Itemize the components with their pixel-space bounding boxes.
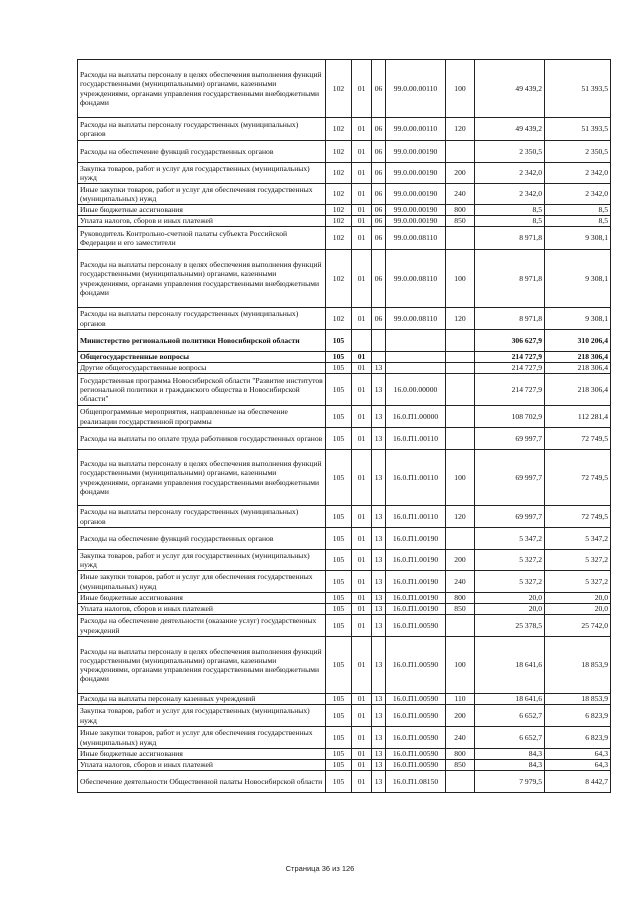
row-pr: 13 [372, 637, 386, 694]
row-pr: 06 [372, 216, 386, 227]
row-pr: 06 [372, 184, 386, 205]
row-ved: 105 [326, 705, 352, 727]
row-value-year1: 69 997,7 [475, 450, 545, 506]
table-row [78, 406, 611, 428]
row-name: Расходы на обеспечение деятельности (оказание услуг) государственных учреждений [78, 615, 326, 637]
page-number: Страница 36 из 126 [285, 864, 355, 873]
row-pr: 13 [372, 528, 386, 550]
row-ved: 102 [326, 250, 352, 308]
row-name: Иные бюджетные ассигнования [78, 593, 326, 604]
row-value-year2: 6 823,9 [545, 727, 611, 749]
row-vr: 200 [446, 163, 475, 184]
row-value-year1: 306 627,9 [475, 330, 545, 352]
row-pr: 13 [372, 604, 386, 615]
table-row [78, 363, 611, 374]
row-vr: 200 [446, 705, 475, 727]
row-name: Расходы на выплаты персоналу государственных (муниципальных) органов [78, 308, 326, 330]
row-pr: 13 [372, 374, 386, 406]
row-name: Руководитель Контрольно-счетной палаты субъекта Российской Федерации и его заместители [78, 227, 326, 250]
row-name: Расходы на выплаты персоналу в целях обеспечения выполнения функций государственными (муниципальными) органами, казенными учреждениями, органами управления государственными внебюджетными фондами [78, 250, 326, 308]
row-ved: 105 [326, 374, 352, 406]
row-value-year1: 69 997,7 [475, 506, 545, 528]
row-csr: 99.0.00.08110 [386, 308, 446, 330]
row-rz: 01 [352, 184, 372, 205]
row-rz: 01 [352, 141, 372, 163]
row-ved: 105 [326, 330, 352, 352]
row-vr: 100 [446, 450, 475, 506]
row-pr: 13 [372, 406, 386, 428]
row-value-year1: 49 439,2 [475, 60, 545, 118]
row-rz: 01 [352, 550, 372, 571]
row-csr: 99.0.00.08110 [386, 250, 446, 308]
row-rz: 01 [352, 506, 372, 528]
row-value-year2: 5 327,2 [545, 550, 611, 571]
row-ved: 105 [326, 771, 352, 793]
row-value-year2: 18 853,9 [545, 637, 611, 694]
row-rz: 01 [352, 60, 372, 118]
row-ved: 102 [326, 118, 352, 141]
table-row [78, 227, 611, 250]
table-row [78, 352, 611, 363]
table-row [78, 604, 611, 615]
row-rz: 01 [352, 216, 372, 227]
row-ved: 105 [326, 749, 352, 760]
row-value-year2: 5 327,2 [545, 571, 611, 593]
row-value-year1: 25 378,5 [475, 615, 545, 637]
row-vr: 240 [446, 184, 475, 205]
row-name: Общепрограммные мероприятия, направленные на обеспечение реализации государственной программы [78, 406, 326, 428]
table-row [78, 749, 611, 760]
row-csr: 16.0.П1.00190 [386, 604, 446, 615]
row-name: Закупка товаров, работ и услуг для государственных (муниципальных) нужд [78, 550, 326, 571]
row-value-year2: 218 306,4 [545, 352, 611, 363]
row-csr: 99.0.00.00190 [386, 205, 446, 216]
table-row [78, 571, 611, 593]
row-pr: 06 [372, 163, 386, 184]
row-csr: 99.0.00.00190 [386, 141, 446, 163]
row-vr: 100 [446, 60, 475, 118]
row-ved: 105 [326, 352, 352, 363]
row-csr [386, 363, 446, 374]
row-pr: 13 [372, 694, 386, 705]
table-row [78, 760, 611, 771]
row-pr: 13 [372, 760, 386, 771]
row-ved: 102 [326, 205, 352, 216]
row-name: Уплата налогов, сборов и иных платежей [78, 216, 326, 227]
row-name: Расходы на обеспечение функций государственных органов [78, 141, 326, 163]
row-value-year1: 214 727,9 [475, 363, 545, 374]
row-pr: 13 [372, 593, 386, 604]
row-value-year2: 72 749,5 [545, 428, 611, 450]
row-pr: 13 [372, 506, 386, 528]
row-pr: 13 [372, 571, 386, 593]
row-value-year1: 8 971,8 [475, 308, 545, 330]
table-row [78, 141, 611, 163]
row-value-year2: 8 442,7 [545, 771, 611, 793]
row-ved: 105 [326, 571, 352, 593]
row-ved: 102 [326, 163, 352, 184]
row-csr: 16.0.00.00000 [386, 374, 446, 406]
row-name: Расходы на обеспечение функций государственных органов [78, 528, 326, 550]
row-vr: 120 [446, 506, 475, 528]
row-ved: 105 [326, 450, 352, 506]
row-name: Обеспечение деятельности Общественной палаты Новосибирской области [78, 771, 326, 793]
row-rz: 01 [352, 593, 372, 604]
row-ved: 102 [326, 308, 352, 330]
row-rz: 01 [352, 528, 372, 550]
row-vr: 120 [446, 308, 475, 330]
row-csr: 16.0.П1.08150 [386, 771, 446, 793]
row-rz: 01 [352, 771, 372, 793]
row-value-year1: 2 342,0 [475, 184, 545, 205]
table-row [78, 550, 611, 571]
row-vr [446, 227, 475, 250]
row-pr: 06 [372, 227, 386, 250]
row-value-year2: 20,0 [545, 593, 611, 604]
row-name: Государственная программа Новосибирской области "Развитие институтов региональной политики и гражданского общества в Новосибирской области" [78, 374, 326, 406]
row-value-year1: 8 971,8 [475, 227, 545, 250]
row-vr [446, 374, 475, 406]
table-row [78, 694, 611, 705]
row-value-year2: 2 342,0 [545, 163, 611, 184]
table-row [78, 374, 611, 406]
table-row [78, 163, 611, 184]
row-csr: 16.0.П1.00590 [386, 637, 446, 694]
row-value-year2: 72 749,5 [545, 450, 611, 506]
row-value-year1: 2 342,0 [475, 163, 545, 184]
row-csr: 16.0.П1.00110 [386, 428, 446, 450]
row-rz: 01 [352, 705, 372, 727]
row-rz: 01 [352, 637, 372, 694]
table-body [78, 60, 611, 793]
row-value-year1: 18 641,6 [475, 694, 545, 705]
row-name: Иные бюджетные ассигнования [78, 205, 326, 216]
row-pr: 13 [372, 550, 386, 571]
row-vr [446, 406, 475, 428]
row-ved: 105 [326, 604, 352, 615]
row-vr [446, 330, 475, 352]
row-value-year2: 9 308,1 [545, 308, 611, 330]
row-value-year1: 84,3 [475, 760, 545, 771]
row-ved: 102 [326, 60, 352, 118]
row-vr: 100 [446, 250, 475, 308]
row-csr [386, 330, 446, 352]
row-value-year1: 8,5 [475, 205, 545, 216]
row-value-year2: 218 306,4 [545, 374, 611, 406]
row-rz: 01 [352, 727, 372, 749]
row-vr [446, 363, 475, 374]
row-vr: 240 [446, 727, 475, 749]
row-rz: 01 [352, 604, 372, 615]
row-value-year1: 2 350,5 [475, 141, 545, 163]
table-row [78, 506, 611, 528]
row-vr: 200 [446, 550, 475, 571]
row-rz: 01 [352, 227, 372, 250]
row-value-year1: 5 327,2 [475, 571, 545, 593]
row-value-year2: 218 306,4 [545, 363, 611, 374]
row-ved: 102 [326, 184, 352, 205]
row-value-year2: 64,3 [545, 749, 611, 760]
row-pr [372, 330, 386, 352]
row-vr: 850 [446, 604, 475, 615]
row-pr: 13 [372, 727, 386, 749]
row-value-year2: 51 393,5 [545, 60, 611, 118]
row-value-year2: 25 742,0 [545, 615, 611, 637]
row-ved: 102 [326, 141, 352, 163]
row-name: Уплата налогов, сборов и иных платежей [78, 604, 326, 615]
row-pr: 06 [372, 141, 386, 163]
table-row [78, 184, 611, 205]
row-ved: 105 [326, 550, 352, 571]
row-vr [446, 352, 475, 363]
row-name: Иные бюджетные ассигнования [78, 749, 326, 760]
row-pr: 06 [372, 205, 386, 216]
table-row [78, 428, 611, 450]
row-name: Иные закупки товаров, работ и услуг для обеспечения государственных (муниципальных) нужд [78, 571, 326, 593]
row-ved: 105 [326, 506, 352, 528]
row-value-year2: 20,0 [545, 604, 611, 615]
row-value-year1: 18 641,6 [475, 637, 545, 694]
row-pr [372, 352, 386, 363]
row-ved: 105 [326, 727, 352, 749]
row-csr: 16.0.П1.00590 [386, 727, 446, 749]
row-value-year2: 72 749,5 [545, 506, 611, 528]
row-vr: 800 [446, 205, 475, 216]
row-value-year1: 5 327,2 [475, 550, 545, 571]
row-value-year1: 20,0 [475, 604, 545, 615]
row-value-year2: 2 342,0 [545, 184, 611, 205]
row-vr [446, 528, 475, 550]
row-pr: 06 [372, 308, 386, 330]
row-vr: 850 [446, 760, 475, 771]
row-ved: 105 [326, 593, 352, 604]
row-csr: 16.0.П1.00590 [386, 694, 446, 705]
table-row [78, 118, 611, 141]
table-row [78, 330, 611, 352]
row-vr: 110 [446, 694, 475, 705]
row-name: Расходы на выплаты персоналу в целях обеспечения выполнения функций государственными (муниципальными) органами, казенными учреждениями, органами управления государственными внебюджетными фондами [78, 450, 326, 506]
row-rz: 01 [352, 308, 372, 330]
row-rz: 01 [352, 250, 372, 308]
row-pr: 13 [372, 615, 386, 637]
row-value-year1: 8 971,8 [475, 250, 545, 308]
row-name: Расходы на выплаты персоналу казенных учреждений [78, 694, 326, 705]
row-csr: 99.0.00.00190 [386, 184, 446, 205]
row-value-year1: 69 997,7 [475, 428, 545, 450]
row-rz: 01 [352, 363, 372, 374]
row-ved: 105 [326, 363, 352, 374]
row-value-year1: 49 439,2 [475, 118, 545, 141]
row-name: Закупка товаров, работ и услуг для государственных (муниципальных) нужд [78, 163, 326, 184]
row-rz: 01 [352, 749, 372, 760]
row-rz: 01 [352, 760, 372, 771]
row-pr: 06 [372, 118, 386, 141]
row-rz: 01 [352, 406, 372, 428]
row-rz: 01 [352, 118, 372, 141]
table-row [78, 250, 611, 308]
row-ved: 105 [326, 637, 352, 694]
row-csr: 99.0.00.08110 [386, 227, 446, 250]
row-vr: 100 [446, 637, 475, 694]
table-row [78, 308, 611, 330]
row-ved: 105 [326, 428, 352, 450]
row-value-year1: 214 727,9 [475, 352, 545, 363]
row-csr: 16.0.П1.00590 [386, 749, 446, 760]
row-value-year2: 2 350,5 [545, 141, 611, 163]
row-csr: 16.0.П1.00590 [386, 705, 446, 727]
row-csr [386, 352, 446, 363]
table-row [78, 771, 611, 793]
row-ved: 105 [326, 615, 352, 637]
row-value-year1: 7 979,5 [475, 771, 545, 793]
table-row [78, 727, 611, 749]
row-csr: 16.0.П1.00000 [386, 406, 446, 428]
row-name: Расходы на выплаты персоналу государственных (муниципальных) органов [78, 118, 326, 141]
row-value-year2: 64,3 [545, 760, 611, 771]
row-csr: 16.0.П1.00590 [386, 615, 446, 637]
row-csr: 99.0.00.00190 [386, 163, 446, 184]
row-pr: 13 [372, 450, 386, 506]
row-vr [446, 428, 475, 450]
row-ved: 105 [326, 528, 352, 550]
row-pr: 13 [372, 705, 386, 727]
row-name: Иные закупки товаров, работ и услуг для обеспечения государственных (муниципальных) нужд [78, 184, 326, 205]
row-vr [446, 615, 475, 637]
table-row [78, 615, 611, 637]
row-csr: 16.0.П1.00590 [386, 760, 446, 771]
row-name: Министерство региональной политики Новосибирской области [78, 330, 326, 352]
row-value-year2: 8,5 [545, 216, 611, 227]
row-csr: 99.0.00.00110 [386, 118, 446, 141]
row-pr: 13 [372, 771, 386, 793]
row-rz: 01 [352, 205, 372, 216]
row-rz: 01 [352, 352, 372, 363]
table-row [78, 216, 611, 227]
row-csr: 99.0.00.00190 [386, 216, 446, 227]
row-rz: 01 [352, 694, 372, 705]
row-vr: 800 [446, 593, 475, 604]
row-csr: 99.0.00.00110 [386, 60, 446, 118]
row-value-year1: 5 347,2 [475, 528, 545, 550]
row-rz: 01 [352, 571, 372, 593]
row-value-year2: 6 823,9 [545, 705, 611, 727]
row-value-year1: 108 702,9 [475, 406, 545, 428]
row-rz: 01 [352, 428, 372, 450]
row-rz: 01 [352, 450, 372, 506]
row-vr: 120 [446, 118, 475, 141]
table-row [78, 60, 611, 118]
row-value-year1: 6 652,7 [475, 705, 545, 727]
row-pr: 13 [372, 363, 386, 374]
row-value-year2: 51 393,5 [545, 118, 611, 141]
row-name: Расходы на выплаты персоналу в целях обеспечения выполнения функций государственными (муниципальными) органами, казенными учреждениями, органами управления государственными внебюджетными фондами [78, 637, 326, 694]
row-ved: 102 [326, 227, 352, 250]
row-value-year2: 112 281,4 [545, 406, 611, 428]
row-rz [352, 330, 372, 352]
table-row [78, 528, 611, 550]
table-row [78, 205, 611, 216]
row-name: Уплата налогов, сборов и иных платежей [78, 760, 326, 771]
table-row [78, 705, 611, 727]
row-vr [446, 141, 475, 163]
row-value-year2: 9 308,1 [545, 250, 611, 308]
table-row [78, 637, 611, 694]
row-value-year2: 8,5 [545, 205, 611, 216]
row-vr: 850 [446, 216, 475, 227]
row-value-year1: 84,3 [475, 749, 545, 760]
row-pr: 13 [372, 749, 386, 760]
row-name: Расходы на выплаты персоналу государственных (муниципальных) органов [78, 506, 326, 528]
row-ved: 105 [326, 760, 352, 771]
row-value-year1: 20,0 [475, 593, 545, 604]
row-name: Иные закупки товаров, работ и услуг для обеспечения государственных (муниципальных) нужд [78, 727, 326, 749]
row-pr: 06 [372, 60, 386, 118]
row-pr: 13 [372, 428, 386, 450]
row-pr: 06 [372, 250, 386, 308]
row-value-year2: 5 347,2 [545, 528, 611, 550]
row-value-year1: 214 727,9 [475, 374, 545, 406]
row-value-year1: 8,5 [475, 216, 545, 227]
row-name: Другие общегосударственные вопросы [78, 363, 326, 374]
row-csr: 16.0.П1.00190 [386, 593, 446, 604]
row-ved: 105 [326, 406, 352, 428]
row-vr: 800 [446, 749, 475, 760]
row-value-year2: 18 853,9 [545, 694, 611, 705]
row-name: Закупка товаров, работ и услуг для государственных (муниципальных) нужд [78, 705, 326, 727]
row-rz: 01 [352, 615, 372, 637]
row-csr: 16.0.П1.00190 [386, 528, 446, 550]
row-rz: 01 [352, 163, 372, 184]
row-ved: 105 [326, 694, 352, 705]
budget-table [77, 59, 611, 793]
row-name: Расходы на выплаты по оплате труда работников государственных органов [78, 428, 326, 450]
row-value-year2: 9 308,1 [545, 227, 611, 250]
row-csr: 16.0.П1.00110 [386, 450, 446, 506]
row-value-year1: 6 652,7 [475, 727, 545, 749]
row-vr [446, 771, 475, 793]
row-rz: 01 [352, 374, 372, 406]
row-csr: 16.0.П1.00110 [386, 506, 446, 528]
table-row [78, 593, 611, 604]
row-ved: 102 [326, 216, 352, 227]
table-row [78, 450, 611, 506]
row-name: Общегосударственные вопросы [78, 352, 326, 363]
row-value-year2: 310 206,4 [545, 330, 611, 352]
row-vr: 240 [446, 571, 475, 593]
row-csr: 16.0.П1.00190 [386, 571, 446, 593]
row-name: Расходы на выплаты персоналу в целях обеспечения выполнения функций государственными (муниципальными) органами, казенными учреждениями, органами управления государственными внебюджетными фондами [78, 60, 326, 118]
row-csr: 16.0.П1.00190 [386, 550, 446, 571]
